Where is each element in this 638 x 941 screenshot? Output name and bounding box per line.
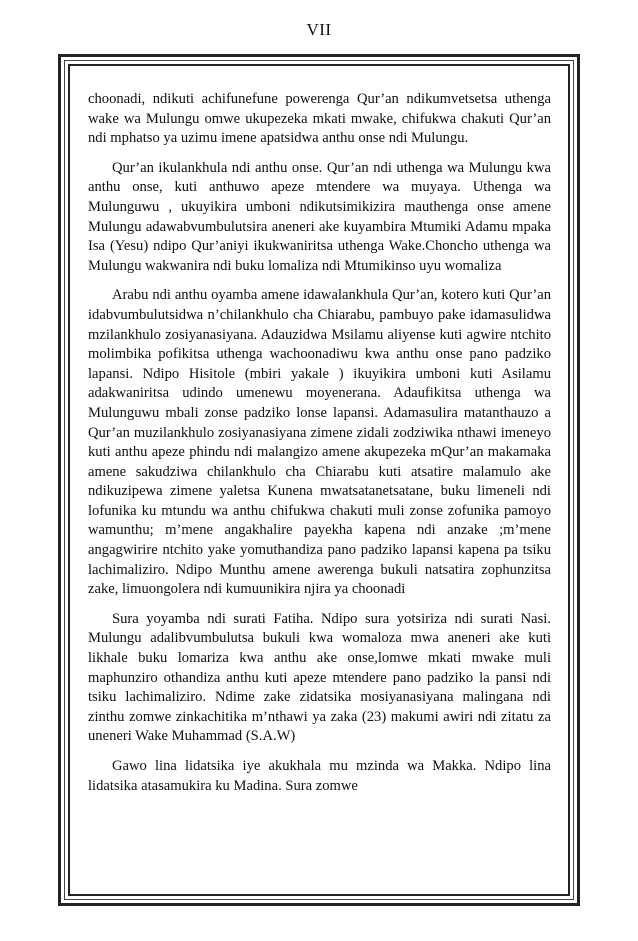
paragraph-3: Arabu ndi anthu oyamba amene idawalankhula Qur’an, kotero kuti Qur’an idabvumbulutsidwa n’chilankhulo cha Chiarabu, pambuyo pake idamasulidwa mzilankhulo zosiyanasiyana. Adauzidwa Msilamu aliyense kuti agwire ntchito molimbika pofikitsa uthenga wachoonadiwu kwa anthu onse pano padziko lapansi. Ndipo Hisitole (mbiri yakale ) ikuyikira umboni kuti Asilamu adakwaniritsa udindo umenewu moyenerana. Adaufikitsa uthenga wa Mulunguwu mbali zonse padziko lonse lapansi. Adamasulira matanthauzo a Qur’an muzilankhulo zosiyanasiyana zimene zidali zodziwika nthawi imeneyo kuti anthu apeze phindu ndi malangizo amene akupezeka mQur’an makamaka amene sakudziwa chilankhulo cha Chiarabu kuti atsatire malamulo ake ndikuzipewa zimene yaletsa Kunena mwatsatanetsatane, buku limeneli ndi lofunika ku mtundu wa anthu chifukwa chakuti muli zonse zofunika pamoyo wamunthu; m’mene angakhalire payekha kapena ndi anzake ;m’mene angagwirire ntchito yake yomuthandiza pano padziko lapansi kapena pa tsiku lachimaliziro. Ndipo Munthu amene awerenga bukuli natsatira zophunzitsa zake, limuongolera ndi kumuunikira njira ya choonadi xyxy=(88,287,551,598)
paragraph-2: Qur’an ikulankhula ndi anthu onse. Qur’an ndi uthenga wa Mulungu kwa anthu onse, kuti anthuwo apeze mtendere wa muyaya. Uthenga wa Mulunguwu , ukuyikira umboni ndikutsimikizira mauthenga onse amene Mulungu adawabvumbulutsira aneneri ake kuyambira Mtumiki Adamu mpaka Isa (Yesu) ndipo Qur’aniyi ikukwaniritsa uthenga Wake.Choncho uthenga wa Mulungu wakwanira ndi buku lomaliza ndi Mtumikinso uyu womaliza xyxy=(88,159,551,274)
body-text xyxy=(88,90,551,806)
paragraph-5: Gawo lina lidatsika iye akukhala mu mzinda wa Makka. Ndipo lina lidatsika atasamukira ku Madina. Sura zomwe xyxy=(88,758,551,794)
page-number: VII xyxy=(306,20,332,39)
paragraph-4: Sura yoyamba ndi surati Fatiha. Ndipo sura yotsiriza ndi surati Nasi. Mulungu adalibvumbulutsa bukuli kwa womaloza mwa aneneri ake kuti likhale buku lomariza kwa anthu ake onse,lomwe mkati mwake muli maphunziro othandiza anthu kuti apeze mtendere pano padziko la pansi ndi tsiku lachimaliziro. Ndime zake zidatsika mosiyanasiyana malingana ndi zinthu zomwe zinkachitika m’nthawi ya zaka (23) makumi awiri ndi zitatu za uneneri Wake Muhammad (S.A.W) xyxy=(88,610,551,745)
paragraph-1: choonadi, ndikuti achifunefune powerenga Qur’an ndikumvetsetsa uthenga wake wa Mulungu omwe ukupezeka mkati mwake, chifukwa chakuti Qur’an ndi mphatso ya uzimu imene apatsidwa anthu onse ndi Mulungu. xyxy=(88,91,551,147)
